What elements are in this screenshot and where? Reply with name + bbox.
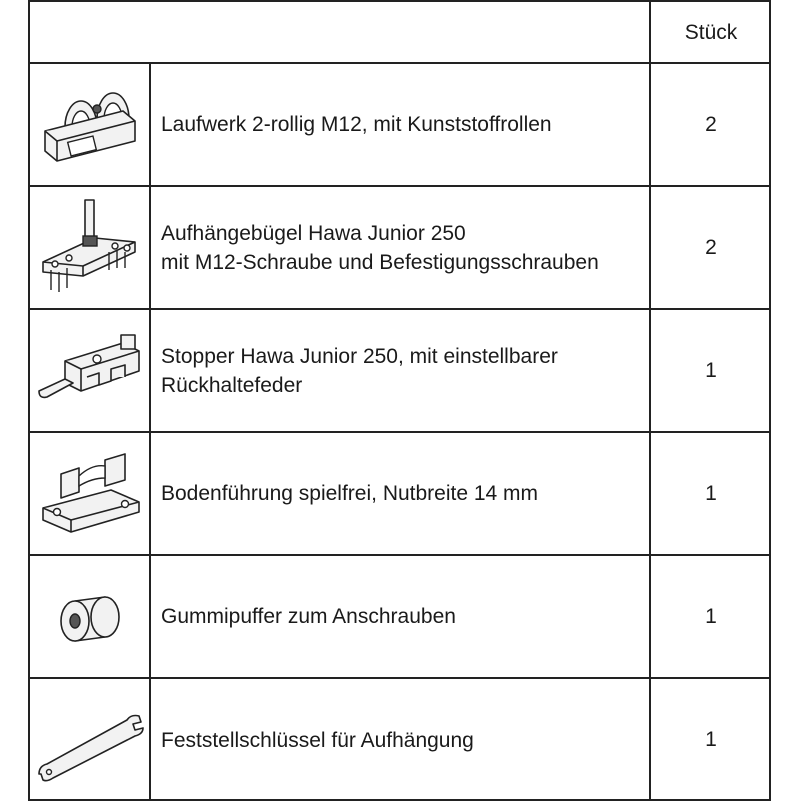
item-description bbox=[161, 310, 649, 431]
item-quantity: 1 bbox=[705, 358, 717, 382]
description-line: Rückhaltefeder bbox=[161, 373, 303, 397]
table-row bbox=[30, 187, 769, 308]
description-line: mit M12-Schraube und Befestigungsschrauben bbox=[161, 250, 599, 274]
table-row bbox=[30, 433, 769, 554]
item-quantity: 2 bbox=[705, 112, 717, 136]
stopper-icon bbox=[30, 310, 151, 431]
trolley-icon bbox=[30, 64, 151, 185]
qty-column-header: Stück bbox=[684, 21, 738, 44]
floor-guide-icon bbox=[30, 433, 151, 554]
table-row bbox=[30, 310, 769, 431]
description-line: Bodenführung spielfrei, Nutbreite 14 mm bbox=[161, 482, 539, 505]
description-line: Aufhängebügel Hawa Junior 250 bbox=[161, 221, 466, 245]
rubber-buffer-icon bbox=[30, 556, 151, 677]
table-row bbox=[30, 679, 769, 801]
item-description bbox=[161, 679, 649, 801]
description-line: Laufwerk 2-rollig M12, mit Kunststoffrollen bbox=[161, 113, 552, 136]
item-description bbox=[161, 556, 649, 677]
item-description bbox=[161, 64, 649, 185]
item-quantity: 1 bbox=[705, 728, 717, 751]
description-line: Gummipuffer zum Anschrauben bbox=[161, 605, 456, 628]
item-quantity: 2 bbox=[705, 235, 717, 259]
item-description bbox=[161, 433, 649, 554]
description-line: Stopper Hawa Junior 250, mit einstellbarer bbox=[161, 344, 558, 368]
item-quantity: 1 bbox=[705, 481, 717, 505]
table-row bbox=[30, 64, 769, 185]
wrench-icon bbox=[30, 679, 151, 801]
hanger-bracket-icon bbox=[30, 187, 151, 308]
table-row bbox=[30, 556, 769, 677]
item-quantity: 1 bbox=[705, 604, 717, 628]
description-line: Feststellschlüssel für Aufhängung bbox=[161, 728, 474, 752]
parts-table bbox=[28, 0, 771, 801]
item-description bbox=[161, 187, 649, 308]
